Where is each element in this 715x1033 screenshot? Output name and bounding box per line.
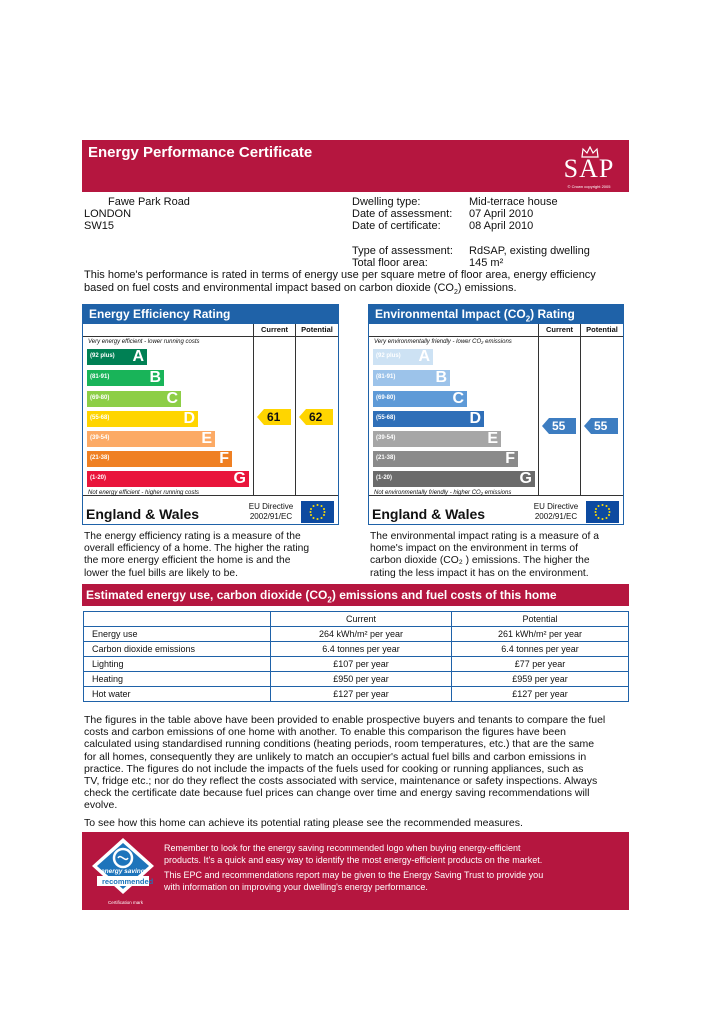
potential-efficiency-value: 62 xyxy=(309,410,323,424)
address-line2: LONDON xyxy=(84,208,132,220)
current-column-label: Current xyxy=(538,324,580,336)
recommended-measures-note: To see how this home can achieve its potential rating please see the recommended measures. xyxy=(84,817,523,829)
row-label: Energy use xyxy=(84,627,271,642)
efficiency-band-f: (21-38) F xyxy=(87,451,232,467)
row-potential: 261 kWh/m² per year xyxy=(452,627,629,642)
energy-saving-promo xyxy=(82,832,629,910)
intro-line2: based on fuel costs and environmental impact based on carbon dioxide $(CO_2)$ emissions. xyxy=(84,282,517,297)
detail-value: 07 April 2010 xyxy=(469,208,534,220)
efficiency-band-b: (81-91) B xyxy=(87,370,164,386)
promo-text-block: Remember to look for the energy saving recommended logo when buying energy-efficient products. It's a quick and easy way to identify the most energy-efficient products on the market. This EPC and recommendations report may be given to the Energy Saving Trust to provide you with information on improving your dwelling's energy performance. xyxy=(164,843,544,892)
current-column-header: Current xyxy=(271,612,452,627)
efficiency-description: The energy efficiency rating is a measure of the overall efficiency of a home. The higher the rating the more energy efficient the home is and the lower the fuel bills are likely to be. xyxy=(84,531,310,579)
environment-band-f: (21-38) F xyxy=(373,451,518,467)
row-current: £107 per year xyxy=(271,657,452,672)
efficiency-band-d: (55-68) D xyxy=(87,411,198,427)
environment-band-d: (55-68) D xyxy=(373,411,484,427)
potential-column-label: Potential xyxy=(580,324,623,336)
efficiency-region: England & Wales xyxy=(86,506,200,522)
environment-directive: EU Directive 2002/91/EC xyxy=(533,502,579,521)
detail-label: Date of certificate: xyxy=(352,220,441,232)
environment-band-c: (69-80) C xyxy=(373,391,467,407)
sap-logo-text: SAP xyxy=(563,154,615,183)
logo-bottom-text: recommended xyxy=(102,877,154,886)
potential-environment-value: 55 xyxy=(594,419,608,433)
environmental-impact-panel xyxy=(368,304,624,525)
sap-copyright: © Crown copyright 2005 xyxy=(567,184,611,189)
environment-bottom-note: Not environmentally friendly - higher CO₂ emissions xyxy=(374,490,512,496)
efficiency-band-e: (39-54) E xyxy=(87,431,215,447)
energy-efficiency-panel xyxy=(82,304,339,525)
row-label: Hot water xyxy=(84,687,271,702)
row-label: Lighting xyxy=(84,657,271,672)
detail-value: 08 April 2010 xyxy=(469,220,534,232)
intro-line1: This home's performance is rated in terms of energy use per square metre of floor area, energy efficiency xyxy=(84,269,596,281)
address-line1: Fawe Park Road xyxy=(108,196,190,208)
energy-efficiency-title: Energy Efficiency Rating xyxy=(83,305,338,324)
detail-label: Type of assessment: xyxy=(352,245,453,257)
detail-value: Mid-terrace house xyxy=(469,196,558,208)
row-current: 6.4 tonnes per year xyxy=(271,642,452,657)
efficiency-directive: EU Directive 2002/91/EC xyxy=(248,502,294,521)
detail-label: Dwelling type: xyxy=(352,196,421,208)
table-row xyxy=(84,627,629,642)
table-row xyxy=(84,642,629,657)
detail-label: Date of assessment: xyxy=(352,208,453,220)
eu-flag-icon xyxy=(586,501,619,523)
current-environment-indicator xyxy=(542,418,576,434)
row-label: Carbon dioxide emissions xyxy=(84,642,271,657)
detail-value: 145 m² xyxy=(469,257,504,269)
environment-band-g: (1-20) G xyxy=(373,471,535,487)
current-efficiency-value: 61 xyxy=(267,410,281,424)
current-efficiency-indicator xyxy=(257,409,291,425)
environment-band-e: (39-54) E xyxy=(373,431,501,447)
table-row xyxy=(84,687,629,702)
environment-band-b: (81-91) B xyxy=(373,370,450,386)
address-line3: SW15 xyxy=(84,220,114,232)
row-potential: £77 per year xyxy=(452,657,629,672)
row-current: £950 per year xyxy=(271,672,452,687)
row-potential: 6.4 tonnes per year xyxy=(452,642,629,657)
efficiency-band-a: (92 plus) A xyxy=(87,349,147,365)
environment-description: The environmental impact rating is a measure of a home's impact on the environment in terms of carbon dioxide (CO₂ ) emissions. The higher the rating the less impact it has on the environment. xyxy=(370,531,599,579)
crown-icon xyxy=(581,146,599,158)
eu-flag-icon xyxy=(301,501,334,523)
efficiency-bottom-note: Not energy efficient - higher running costs xyxy=(88,490,200,496)
potential-efficiency-indicator xyxy=(299,409,333,425)
environment-top-note: Very environmentally friendly - lower CO₂ emissions xyxy=(374,339,512,345)
row-current: £127 per year xyxy=(271,687,452,702)
environment-band-a: (92 plus) A xyxy=(373,349,433,365)
certificate-header xyxy=(82,140,629,192)
efficiency-band-g: (1-20) G xyxy=(87,471,249,487)
table-row xyxy=(84,657,629,672)
row-potential: £959 per year xyxy=(452,672,629,687)
costs-table xyxy=(83,611,629,702)
efficiency-top-note: Very energy efficient - lower running costs xyxy=(88,339,200,345)
table-row xyxy=(84,672,629,687)
energy-saving-recommended-logo xyxy=(88,836,158,906)
row-current: 264 kWh/m² per year xyxy=(271,627,452,642)
current-environment-value: 55 xyxy=(552,419,566,433)
logo-caption: Certification mark xyxy=(108,900,144,905)
environment-region: England & Wales xyxy=(372,506,486,522)
current-column-label: Current xyxy=(253,324,295,336)
table-header-row xyxy=(84,612,629,627)
potential-environment-indicator xyxy=(584,418,618,434)
potential-column-label: Potential xyxy=(295,324,338,336)
costs-section-title: Estimated energy use, carbon dioxide $(CO_2)$ emissions and fuel costs of this home xyxy=(82,584,629,606)
row-label: Heating xyxy=(84,672,271,687)
certificate-title: Energy Performance Certificate xyxy=(88,144,313,161)
detail-value: RdSAP, existing dwelling xyxy=(469,245,590,257)
energy-saving-logo-icon xyxy=(88,836,158,898)
environmental-impact-title: Environmental Impact $(CO_2)$ Rating xyxy=(369,305,623,324)
sap-logo xyxy=(557,146,621,188)
potential-column-header: Potential xyxy=(452,612,629,627)
efficiency-band-c: (69-80) C xyxy=(87,391,181,407)
explanation-paragraph: The figures in the table above have been provided to enable prospective buyers and tenants to compare the fuel costs and carbon emissions of one home with another. To enable this comparison the figures have been calculated using standardised running conditions (heating periods, room temperatures, etc.) that are the same for all homes, consequently they are unlikely to match an occupier's actual fuel bills and carbon emissions in practice. The figures do not include the impacts of the fuels used for cooking or running appliances, such as TV, fridge etc.; nor do they reflect the costs associated with service, maintenance or safety inspections. Always check the certificate date because fuel prices can change over time and energy saving recommendations will evolve. xyxy=(84,714,606,812)
logo-top-text: energy saving xyxy=(101,868,145,875)
row-potential: £127 per year xyxy=(452,687,629,702)
detail-label: Total floor area: xyxy=(352,257,428,269)
